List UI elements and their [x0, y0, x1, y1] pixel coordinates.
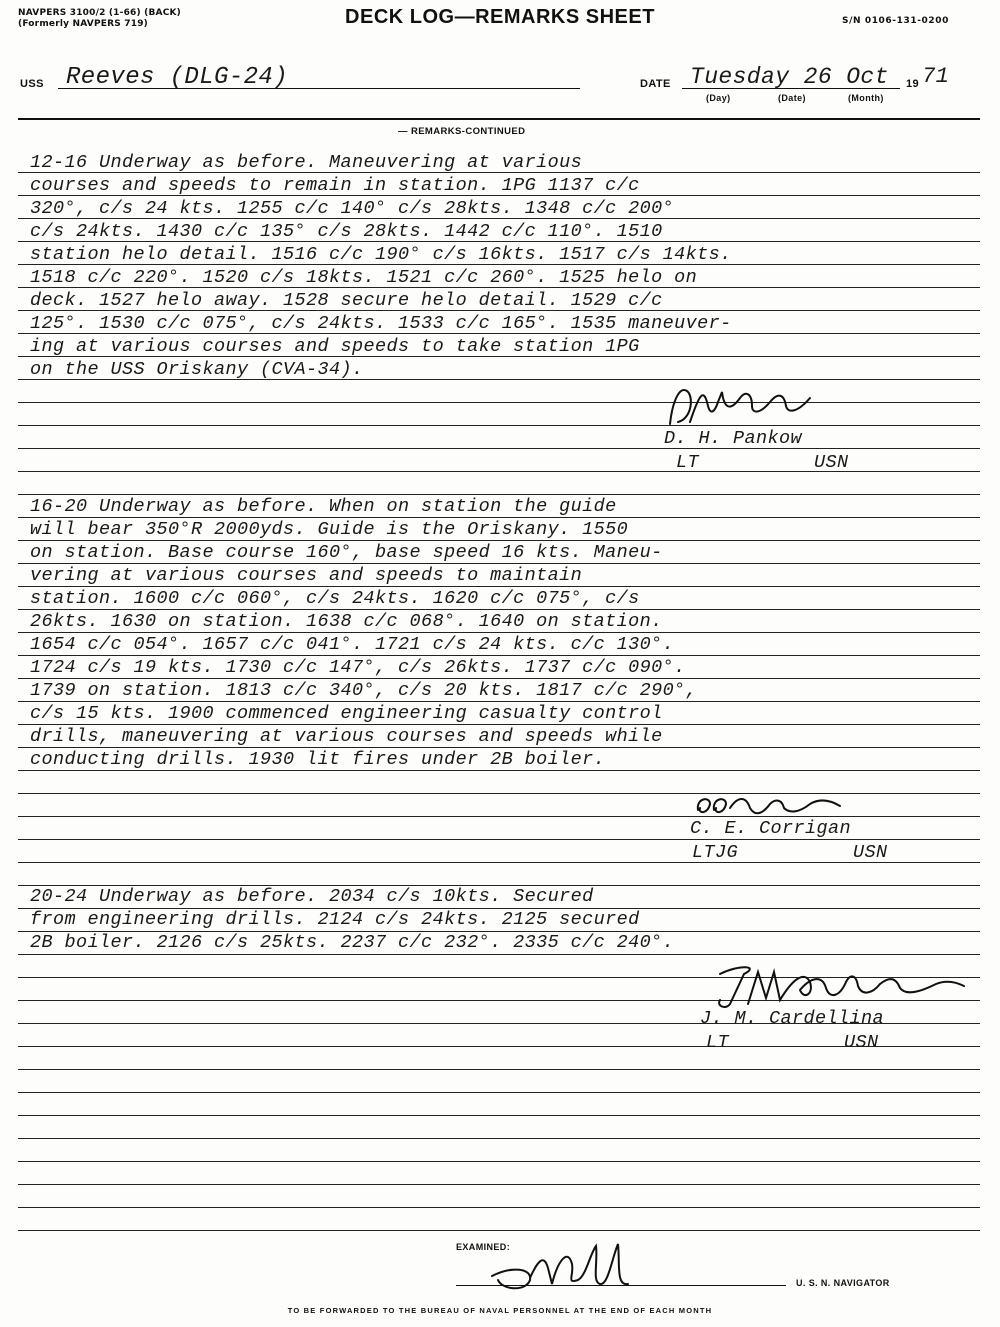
watch-entry-line: 12-16 Underway as before. Maneuvering at various	[30, 152, 583, 173]
watch-entry-line: 1654 c/c 054°. 1657 c/c 041°. 1721 c/s 24 kts. c/c 130°.	[30, 634, 675, 655]
ruled-line	[18, 563, 980, 564]
watch-officer-rank: LT USN	[676, 452, 849, 473]
watch-entry-line: on station. Base course 160°, base speed 16 kts. Maneu-	[30, 542, 663, 563]
watch-entry-line: conducting drills. 1930 lit fires under 2B boiler.	[30, 749, 606, 770]
ship-name-underline	[58, 88, 580, 89]
ruled-line	[18, 1230, 980, 1231]
ruled-line	[18, 747, 980, 748]
watch-entry-line: 1739 on station. 1813 c/c 340°, c/s 20 kts. 1817 c/c 290°,	[30, 680, 698, 701]
uss-label: USS	[20, 78, 44, 90]
watch-entry-line: c/s 24kts. 1430 c/c 135° c/s 28kts. 1442 c/c 110°. 1510	[30, 221, 663, 242]
watch-entry-line: 16-20 Underway as before. When on station the guide	[30, 496, 617, 517]
ruled-line	[18, 1184, 980, 1185]
watch-entry-line: 20-24 Underway as before. 2034 c/s 10kts. Secured	[30, 886, 594, 907]
navigator-label: U. S. N. NAVIGATOR	[796, 1278, 890, 1288]
watch-officer-name: D. H. Pankow	[664, 428, 803, 449]
watch-entry-line: will bear 350°R 2000yds. Guide is the Oriskany. 1550	[30, 519, 629, 540]
examined-signature-line	[456, 1285, 786, 1286]
watch-officer-rank: LT USN	[706, 1032, 879, 1053]
watch-entry-line: 1518 c/c 220°. 1520 c/s 18kts. 1521 c/c 260°. 1525 helo on	[30, 267, 698, 288]
watch-entry-line: ing at various courses and speeds to take station 1PG	[30, 336, 640, 357]
ruled-line	[18, 954, 980, 955]
ruled-line	[18, 1115, 980, 1116]
remarks-heading: — REMARKS-CONTINUED	[398, 126, 526, 137]
examined-label: EXAMINED:	[456, 1242, 511, 1252]
date-sublabel: (Date)	[778, 93, 806, 103]
watch-entry-line: deck. 1527 helo away. 1528 secure helo detail. 1529 c/c	[30, 290, 663, 311]
watch-entry-line: courses and speeds to remain in station. 1PG 1137 c/c	[30, 175, 640, 196]
ruled-line	[18, 839, 980, 840]
ruled-line	[18, 609, 980, 610]
ruled-line	[18, 1092, 980, 1093]
watch-entry-line: 26kts. 1630 on station. 1638 c/c 068°. 1640 on station.	[30, 611, 663, 632]
ruled-line	[18, 770, 980, 771]
date-label: DATE	[640, 78, 671, 90]
form-title: DECK LOG—REMARKS SHEET	[345, 6, 655, 28]
ruled-line	[18, 1161, 980, 1162]
ruled-line	[18, 655, 980, 656]
watch-entry-line: 1724 c/s 19 kts. 1730 c/c 147°, c/s 26kts. 1737 c/c 090°.	[30, 657, 686, 678]
ruled-line	[18, 724, 980, 725]
watch-entry-line: 2B boiler. 2126 c/s 25kts. 2237 c/c 232°. 2335 c/c 240°.	[30, 932, 675, 953]
date-underline	[682, 88, 900, 89]
ruled-line	[18, 1138, 980, 1139]
forwarding-instruction: TO BE FORWARDED TO THE BUREAU OF NAVAL PERSONNEL AT THE END OF EACH MONTH	[287, 1306, 713, 1315]
ruled-line	[18, 402, 980, 403]
watch-entry-line: from engineering drills. 2124 c/s 24kts. 2125 secured	[30, 909, 640, 930]
header-rule	[18, 118, 980, 120]
ruled-line	[18, 494, 980, 495]
watch-officer-name: C. E. Corrigan	[690, 818, 852, 839]
cardellina-signature	[700, 960, 970, 1012]
watch-entry-line: on the USS Oriskany (CVA-34).	[30, 359, 364, 380]
watch-entry-line: station helo detail. 1516 c/c 190° c/s 16kts. 1517 c/s 14kts.	[30, 244, 732, 265]
date-value: Tuesday 26 Oct	[690, 64, 889, 90]
watch-officer-rank: LTJG USN	[692, 842, 888, 863]
ship-name: Reeves (DLG-24)	[66, 64, 289, 91]
year-prefix: 19	[906, 78, 920, 90]
ruled-line	[18, 1207, 980, 1208]
watch-entry-line: c/s 15 kts. 1900 commenced engineering casualty control	[30, 703, 663, 724]
watch-entry-line: 320°, c/s 24 kts. 1255 c/c 140° c/s 28kts. 1348 c/c 200°	[30, 198, 675, 219]
ruled-line	[18, 517, 980, 518]
watch-entry-line: station. 1600 c/c 060°, c/s 24kts. 1620 c/c 075°, c/s	[30, 588, 640, 609]
ruled-line	[18, 448, 980, 449]
pankow-signature	[660, 384, 820, 432]
watch-entry-line: drills, maneuvering at various courses and speeds while	[30, 726, 663, 747]
corrigan-signature	[690, 792, 850, 820]
ruled-line	[18, 701, 980, 702]
stock-number: S/N 0106-131-0200	[842, 16, 949, 26]
form-number: NAVPERS 3100/2 (1-66) (BACK)	[18, 8, 181, 18]
watch-officer-name: J. M. Cardellina	[700, 1008, 885, 1029]
ruled-line	[18, 586, 980, 587]
ruled-line	[18, 540, 980, 541]
watch-entry-line: 125°. 1530 c/c 075°, c/s 24kts. 1533 c/c 165°. 1535 maneuver-	[30, 313, 732, 334]
year-value: 71	[922, 64, 950, 89]
ruled-line	[18, 425, 980, 426]
month-sublabel: (Month)	[848, 93, 884, 103]
day-sublabel: (Day)	[706, 93, 731, 103]
ruled-line	[18, 678, 980, 679]
ruled-line	[18, 1069, 980, 1070]
watch-entry-line: vering at various courses and speeds to maintain	[30, 565, 583, 586]
former-form-number: (Formerly NAVPERS 719)	[18, 19, 148, 29]
ruled-line	[18, 632, 980, 633]
